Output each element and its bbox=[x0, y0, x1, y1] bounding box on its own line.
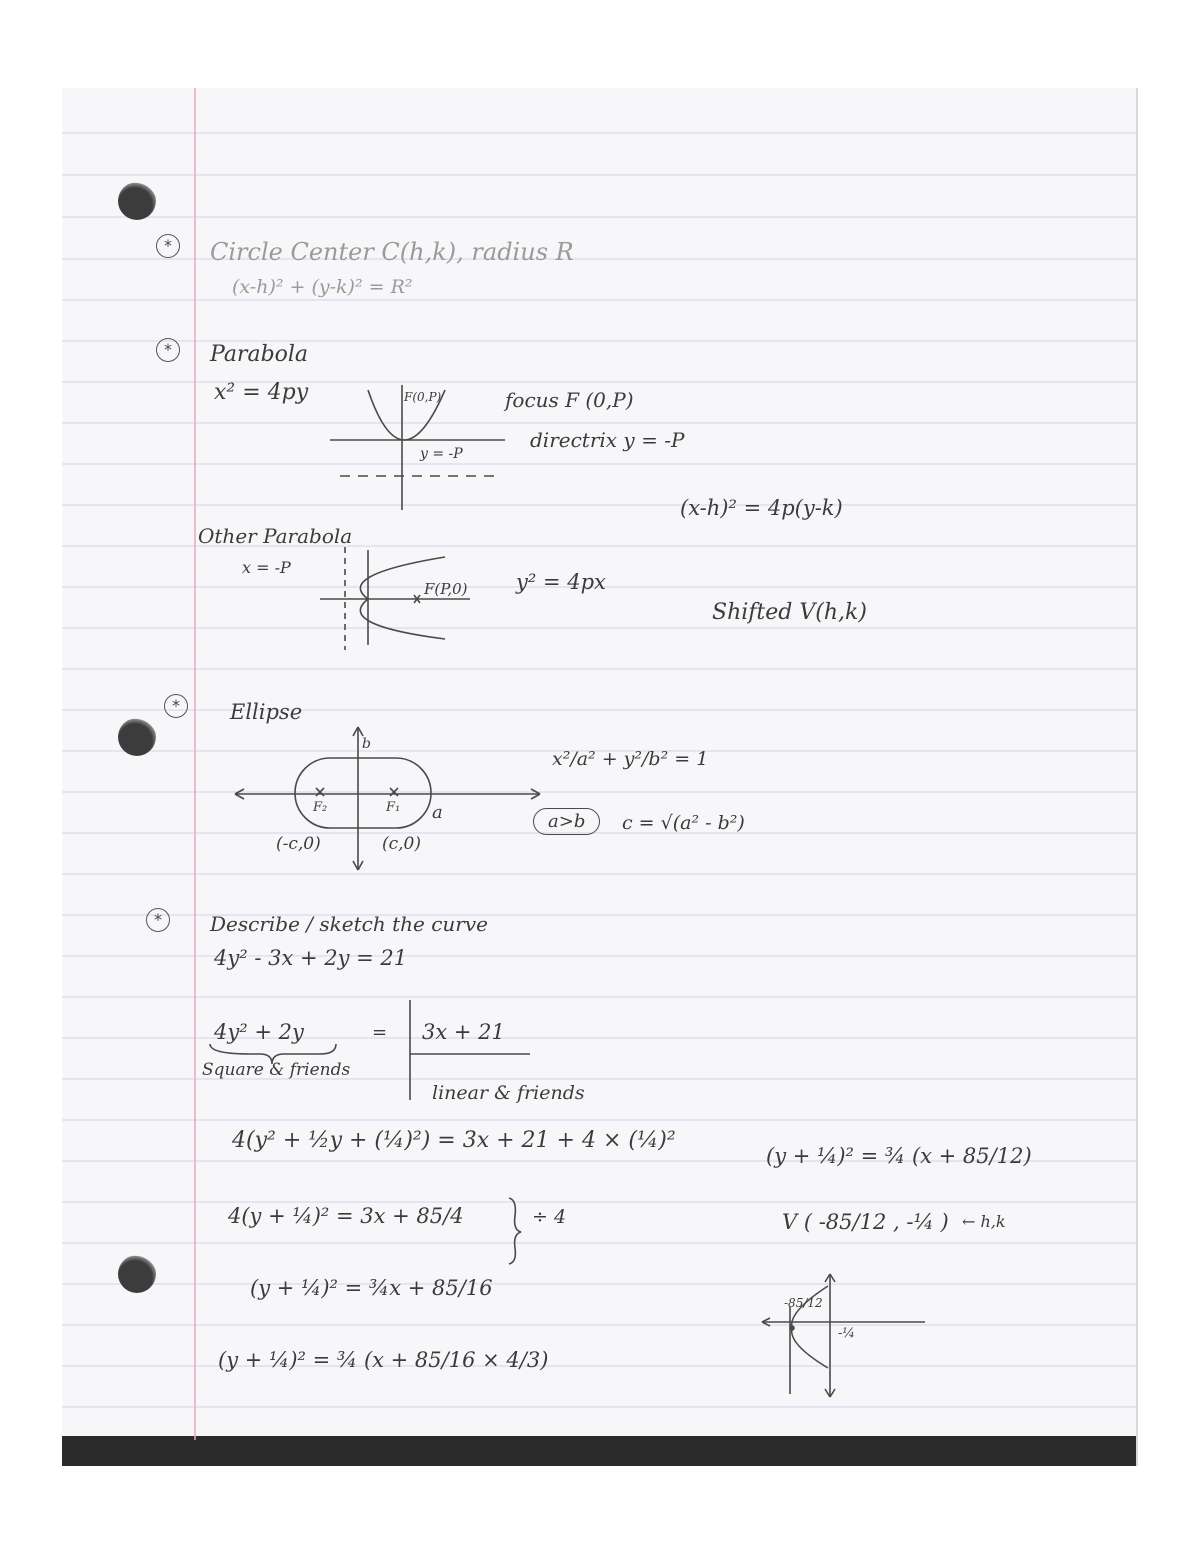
ellipse-b-label: b bbox=[362, 736, 371, 752]
problem-equals: = bbox=[372, 1022, 388, 1043]
ellipse-condition: a>b bbox=[533, 808, 600, 835]
problem-lhs: 4y² + 2y bbox=[214, 1020, 304, 1044]
other-parabola-equation: y² = 4px bbox=[516, 570, 606, 594]
ellipse-c-formula: c = √(a² - b²) bbox=[622, 812, 745, 834]
other-parabola-focus-label: F(P,0) bbox=[424, 580, 468, 598]
other-parabola-directrix-label: x = -P bbox=[242, 558, 291, 577]
problem-step3: (y + ¼)² = ¾x + 85/16 bbox=[250, 1276, 493, 1300]
problem-rhs: 3x + 21 bbox=[422, 1020, 505, 1044]
ellipse-right-focus: (c,0) bbox=[382, 834, 422, 854]
problem-vertex: V ( -85/12 , -¼ ) bbox=[782, 1210, 949, 1234]
problem-step2: 4(y + ¼)² = 3x + 85/4 bbox=[228, 1204, 464, 1228]
problem-lhs-note: Square & friends bbox=[202, 1060, 351, 1080]
ellipse-left-focus: (-c,0) bbox=[276, 834, 321, 854]
other-parabola-sketch bbox=[320, 545, 490, 655]
binder-hole-bottom bbox=[118, 1255, 156, 1293]
binder-hole-top bbox=[118, 182, 156, 220]
parabola-focus-label: F(0,P) bbox=[404, 390, 442, 404]
problem-step1: 4(y² + ½y + (¼)²) = 3x + 21 + 4 × (¼)² bbox=[232, 1128, 676, 1153]
problem-equation: 4y² - 3x + 2y = 21 bbox=[214, 946, 408, 970]
ellipse-f1-label: F₁ bbox=[386, 800, 401, 815]
problem-graph-x-label: -85/12 bbox=[784, 1296, 823, 1310]
parabola-title: Parabola bbox=[210, 342, 309, 367]
problem-vertex-note: ← h,k bbox=[962, 1212, 1006, 1231]
problem-step4: (y + ¼)² = ¾ (x + 85/16 × 4/3) bbox=[218, 1348, 549, 1372]
ellipse-title: Ellipse bbox=[230, 700, 303, 724]
parabola-shifted-note: Shifted V(h,k) bbox=[712, 600, 867, 625]
problem-title: Describe / sketch the curve bbox=[210, 912, 488, 936]
problem-step2-note: ÷ 4 bbox=[532, 1206, 567, 1228]
problem-result: (y + ¼)² = ¾ (x + 85/12) bbox=[766, 1144, 1032, 1168]
star-bullet-parabola: * bbox=[156, 338, 180, 362]
parabola-directrix-label: y = -P bbox=[420, 446, 463, 462]
ellipse-equation: x²/a² + y²/b² = 1 bbox=[552, 748, 709, 770]
circle-title: Circle Center C(h,k), radius R bbox=[210, 238, 574, 266]
problem-step2-brace bbox=[505, 1196, 525, 1266]
binder-hole-middle bbox=[118, 718, 156, 756]
parabola-equation: x² = 4py bbox=[214, 380, 309, 405]
parabola-focus-note: focus F (0,P) bbox=[505, 388, 634, 412]
circle-equation: (x-h)² + (y-k)² = R² bbox=[232, 276, 413, 298]
problem-rhs-note: linear & friends bbox=[432, 1082, 585, 1104]
parabola-directrix-note: directrix y = -P bbox=[530, 428, 685, 452]
parabola-shifted-equation: (x-h)² = 4p(y-k) bbox=[680, 496, 843, 520]
other-parabola-title: Other Parabola bbox=[198, 524, 353, 548]
star-bullet-problem: * bbox=[146, 908, 170, 932]
problem-graph-y-label: -¼ bbox=[838, 1326, 855, 1341]
star-bullet-circle: * bbox=[156, 234, 180, 258]
star-bullet-ellipse: * bbox=[164, 694, 188, 718]
ellipse-a-label: a bbox=[432, 802, 443, 823]
ellipse-f2-label: F₂ bbox=[313, 800, 328, 815]
